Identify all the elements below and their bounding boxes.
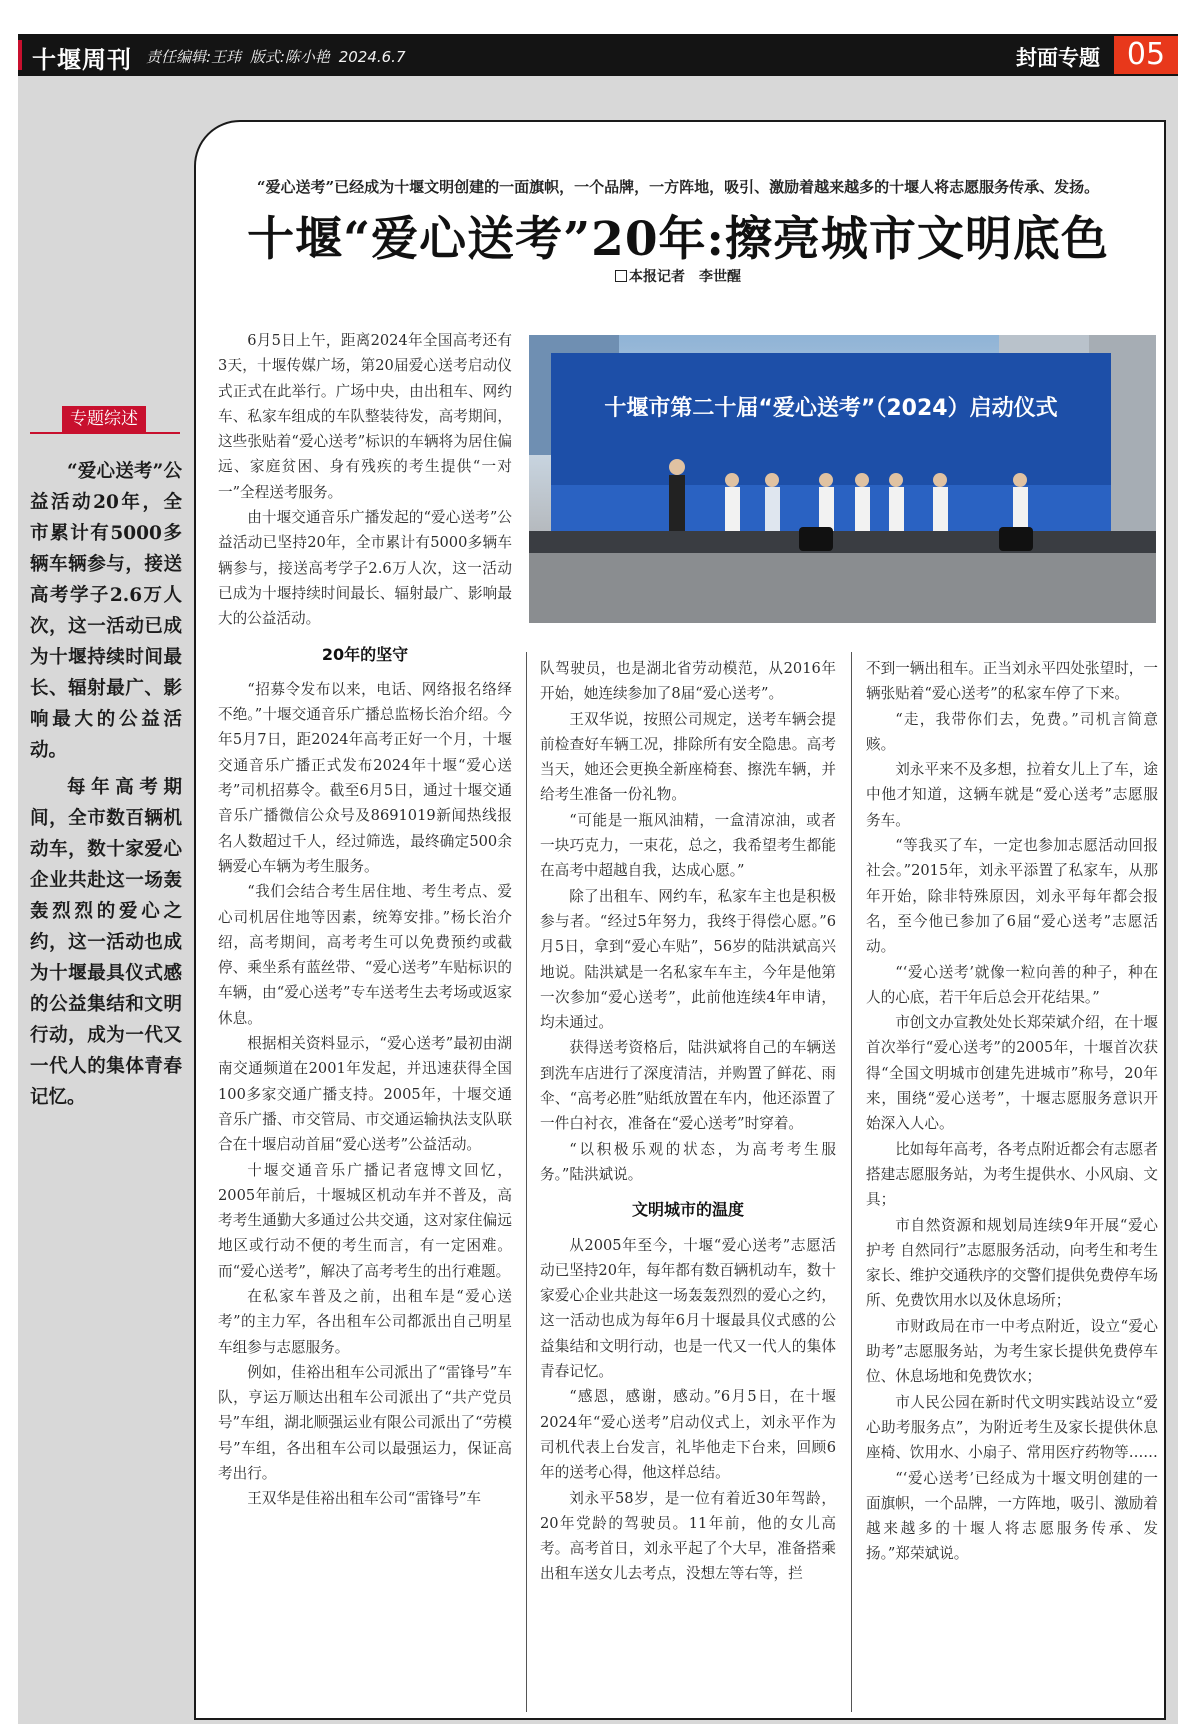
paper-name: 十堰周刊 — [32, 45, 132, 74]
article-paragraph: 队驾驶员，也是湖北省劳动模范，从2016年开始，她连续参加了8届“爱心送考”。 — [540, 660, 836, 703]
sidebar-paragraph: “爱心送考”公益活动20年，全市累计有5000多辆车辆参与，接送高考学子2.6万人次，这一活动已成为十堰持续时间最长、辐射最广、影响最大的公益活动。 — [30, 461, 182, 761]
article-paragraph: “感恩，感谢，感动。”6月5日，在十堰2024年“爱心送考”启动仪式上，刘永平作为司机代表上台发言，礼毕他走下台来，回顾6年的送考心得，他这样总结。 — [540, 1388, 836, 1482]
article-paragraph: “走，我带你们去，免费。”司机言简意赅。 — [866, 710, 1158, 753]
person-head — [725, 473, 739, 487]
article-paragraph: “招募令发布以来，电话、网络报名络绎不绝。”十堰交通音乐广播总监杨长治介绍。今年5月7日，距2024年高考正好一个月，十堰交通音乐广播正式发布2024年十堰“爱心送考”司机招募令。截至6月5日，通过十堰交通音乐广播微信公众号及8691019新闻热线报名人数超过千人，经过筛选，最终确定500余辆爱心车辆为考生服务。 — [218, 680, 512, 875]
editor-credit: 责任编辑:王玮 — [146, 48, 242, 66]
article-column-2 — [540, 656, 836, 1587]
article-paragraph: 市人民公园在新时代文明实践站设立“爱心助考服务点”，为附近考生及家长提供休息座椅、饮用水、小扇子、常用医疗药物等…… — [866, 1393, 1158, 1462]
person-head — [855, 473, 869, 487]
article-paragraph: 王双华说，按照公司规定，送考车辆会提前检查好车辆工况，排除所有安全隐患。高考当天，她还会更换全新座椅套、擦洗车辆，并给考生准备一份礼物。 — [540, 710, 836, 804]
person-figure — [765, 487, 780, 531]
person-figure — [933, 487, 948, 531]
article-paragraph: “‘爱心送考’已经成为十堰文明创建的一面旗帜，一个品牌，一方阵地，吸引、激励着越来越多的十堰人将志愿服务传承、发扬。”郑荣斌说。 — [866, 1469, 1158, 1563]
article-paragraph: “可能是一瓶风油精，一盒清凉油，或者一块巧克力，一束花，总之，我希望考生都能在高考中超越自我，达成心愿。” — [540, 811, 836, 880]
sidebar-tag: 专题综述 — [62, 406, 146, 432]
article-paragraph: 市创文办宣教处处长郑荣斌介绍，在十堰首次举行“爱心送考”的2005年，十堰首次获得“全国文明城市创建先进城市”称号，20年来，围绕“爱心送考”，十堰志愿服务意识开始深入人心。 — [866, 1014, 1158, 1133]
article-paragraph: 获得送考资格后，陆洪斌将自己的车辆送到洗车店进行了深度清洁，并购置了鲜花、雨伞、“高考必胜”贴纸放置在车内，他还添置了一件白衬衣，准备在“爱心送考”时穿着。 — [540, 1039, 836, 1133]
page-header — [18, 34, 1178, 76]
article-column-1 — [218, 328, 512, 1512]
article-paragraph: 6月5日上午，距离2024年全国高考还有3天，十堰传媒广场，第20届爱心送考启动仪式正式在此举行。广场中央，由出租车、网约车、私家车组成的车队整装待发，高考期间，这些张贴着“爱心送考”标识的车辆将为居住偏远、家庭贫困、身有残疾的考生提供“一对一”全程送考服务。 — [218, 332, 512, 501]
sidebar-summary — [30, 456, 182, 1113]
page-number: 05 — [1114, 36, 1178, 74]
event-photo — [529, 335, 1156, 623]
article-paragraph: 由十堰交通音乐广播发起的“爱心送考”公益活动已坚持20年，全市累计有5000多辆车辆参与，接送高考学子2.6万人次，这一活动已成为十堰持续时间最长、辐射最广、影响最大的公益活动。 — [218, 509, 512, 628]
person-figure — [1013, 487, 1028, 531]
article-headline: 十堰“爱心送考”20年:擦亮城市文明底色 — [247, 212, 1109, 267]
subheading: 20年的坚守 — [321, 644, 409, 664]
sidebar-paragraph: 每年高考期间，全市数百辆机动车，数十家爱心企业共赴这一场轰轰烈烈的爱心之约，这一活动也成为十堰最具仪式感的公益集结和文明行动，成为一代又一代人的集体青春记忆。 — [30, 777, 182, 1108]
article-paragraph: 例如，佳裕出租车公司派出了“雷锋号”车队，亨运万顺达出租车公司派出了“共产党员号”车组，湖北顺强运业有限公司派出了“劳模号”车组，各出租车公司以最强运力，保证高考出行。 — [218, 1363, 512, 1483]
article-paragraph: 除了出租车、网约车，私家车主也是积极参与者。“经过5年努力，我终于得偿心愿。”6月5日，拿到“爱心车贴”，56岁的陆洪斌高兴地说。陆洪斌是一名私家车车主，今年是他第一次参加“爱心送考”，此前他连续4年申请，均未通过。 — [540, 887, 836, 1032]
column-divider — [851, 652, 852, 1712]
plaza-ground — [529, 553, 1156, 623]
person-head — [933, 473, 947, 487]
article-column-3 — [866, 656, 1158, 1567]
article-paragraph: 王双华是佳裕出租车公司“雷锋号”车 — [247, 1490, 482, 1508]
article-deck: “爱心送考”已经成为十堰文明创建的一面旗帜，一个品牌，一方阵地，吸引、激励着越来越多的十堰人将志愿服务传承、发扬。 — [256, 178, 1100, 196]
article-paragraph: 在私家车普及之前，出租车是“爱心送考”的主力军，各出租车公司都派出自己明星车组参与志愿服务。 — [218, 1287, 512, 1356]
article-paragraph: 比如每年高考，各考点附近都会有志愿者搭建志愿服务站，为考生提供水、小风扇、文具； — [866, 1140, 1158, 1209]
byline-box-icon — [615, 270, 627, 282]
article-byline — [194, 266, 1162, 286]
person-figure — [669, 475, 685, 531]
article-paragraph: “等我买了车，一定也参加志愿活动回报社会。”2015年，刘永平添置了私家车，从那年开始，除非特殊原因，刘永平每年都会报名，至今他已参加了6届“爱心送考”志愿活动。 — [866, 837, 1158, 956]
person-head — [889, 473, 903, 487]
stage-banner-text: 十堰市第二十届“爱心送考”（2024）启动仪式 — [604, 396, 1058, 421]
person-figure — [819, 487, 834, 531]
article-paragraph: 刘永平58岁，是一位有着近30年驾龄，20年党龄的驾驶员。11年前，他的女儿高考。高考首日，刘永平起了个大早，准备搭乘出租车送女儿去考点，没想左等右等，拦 — [540, 1489, 836, 1583]
article-paragraph: “以积极乐观的状态，为高考考生服务。”陆洪斌说。 — [540, 1140, 836, 1183]
section-name: 封面专题 — [1016, 46, 1100, 70]
stage-floor — [529, 531, 1156, 553]
article-paragraph: “我们会结合考生居住地、考生考点、爱心司机居住地等因素，统筹安排。”杨长治介绍，高考期间，高考考生可以免费预约或截停、乘坐系有蓝丝带、“爱心送考”车贴标识的车辆，由“爱心送考”专车送考生去考场或返家休息。 — [218, 883, 512, 1027]
article-paragraph: 十堰交通音乐广播记者寇博文回忆，2005年前后，十堰城区机动车并不普及，高考考生通勤大多通过公共交通，这对家住偏远地区或行动不便的考生而言，有一定困难。而“爱心送考”，解决了高考考生的出行难题。 — [218, 1161, 512, 1280]
sidebar-divider — [30, 432, 180, 434]
person-head — [765, 473, 779, 487]
issue-date: 2024.6.7 — [338, 48, 406, 66]
person-figure — [889, 487, 904, 531]
speaker-box — [799, 527, 833, 551]
column-divider — [526, 652, 527, 1712]
article-paragraph: 市财政局在市一中考点附近，设立“爱心助考”志愿服务站，为考生家长提供免费停车位、休息场地和免费饮水； — [866, 1317, 1158, 1386]
person-head — [669, 459, 685, 475]
layout-credit: 版式:陈小艳 — [249, 48, 330, 66]
person-figure — [725, 487, 740, 531]
byline-text: 本报记者 李世醒 — [629, 269, 741, 285]
edition-credits — [146, 46, 409, 67]
person-head — [819, 473, 833, 487]
masthead-accent — [18, 40, 22, 70]
subheading: 文明城市的温度 — [631, 1200, 744, 1220]
article-paragraph: 市自然资源和规划局连续9年开展“爱心护考 自然同行”志愿服务活动，向考生和考生家长、维护交通秩序的交警们提供免费停车场所、免费饮用水以及休息场所； — [866, 1216, 1158, 1310]
photo-illustration — [529, 335, 1156, 623]
article-paragraph: “‘爱心送考’就像一粒向善的种子，种在人的心底，若干年后总会开花结果。” — [866, 963, 1158, 1006]
article-paragraph: 不到一辆出租车。正当刘永平四处张望时，一辆张贴着“爱心送考”的私家车停了下来。 — [866, 660, 1158, 703]
person-figure — [855, 487, 870, 531]
article-paragraph: 根据相关资料显示，“爱心送考”最初由湖南交通频道在2001年发起，并迅速获得全国100多家交通广播支持。2005年，十堰交通音乐广播、市交管局、市交通运输执法支队联合在十堰启动首届“爱心送考”公益活动。 — [218, 1035, 512, 1154]
speaker-box — [999, 527, 1033, 551]
article-paragraph: 刘永平来不及多想，拉着女儿上了车，途中他才知道，这辆车就是“爱心送考”志愿服务车。 — [866, 761, 1158, 829]
person-head — [1013, 473, 1027, 487]
article-paragraph: 从2005年至今，十堰“爱心送考”志愿活动已坚持20年，每年都有数百辆机动车，数十家爱心企业共赴这一场轰轰烈烈的爱心之约，这一活动也成为每年6月十堰最具仪式感的公益集结和文明行动，也是一代又一代人的集体青春记忆。 — [540, 1236, 836, 1381]
